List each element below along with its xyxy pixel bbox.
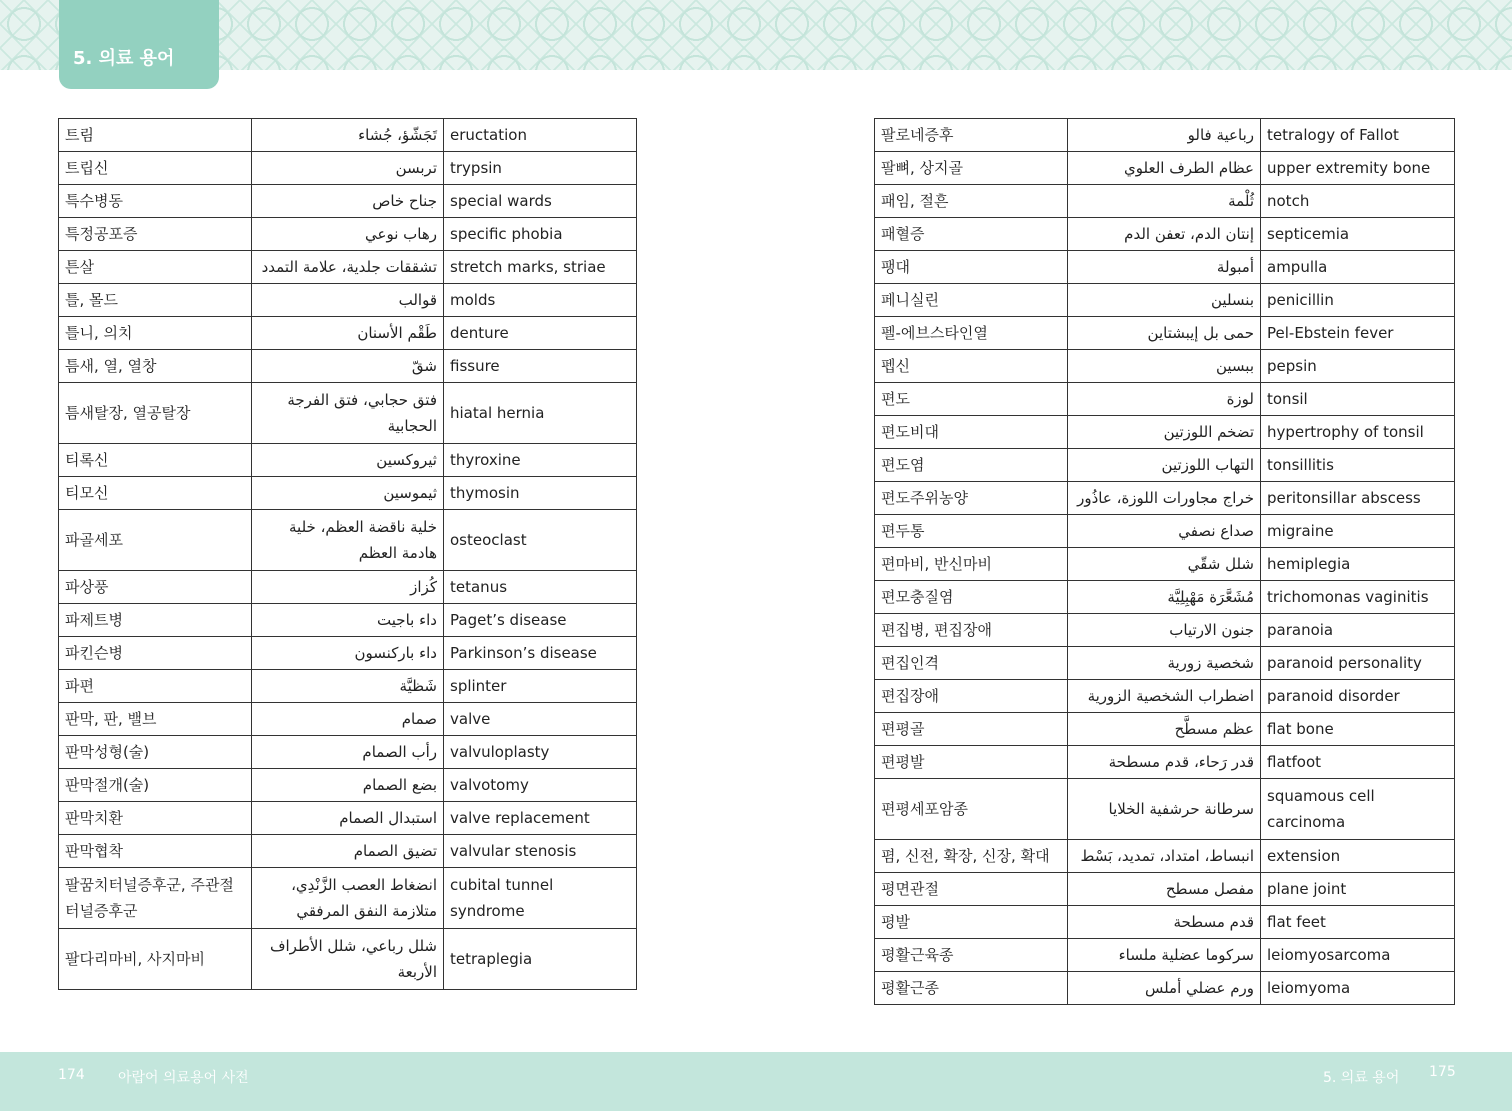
- arabic-term-cell: صمام: [252, 703, 444, 736]
- english-term-cell: thyroxine: [444, 444, 637, 477]
- arabic-term-cell: طَقْم الأسنان: [252, 317, 444, 350]
- english-term-cell: valvuloplasty: [444, 736, 637, 769]
- korean-term-cell: 평활근종: [875, 972, 1068, 1005]
- arabic-term-cell: انبساط، امتداد، تمديد، بَسْط: [1068, 840, 1261, 873]
- english-term-cell: extension: [1261, 840, 1455, 873]
- arabic-term-cell: قوالب: [252, 284, 444, 317]
- table-row: [875, 746, 1455, 779]
- english-term-cell: special wards: [444, 185, 637, 218]
- korean-term-cell: 파제트병: [59, 604, 252, 637]
- table-row: [59, 317, 637, 350]
- table-row: [59, 835, 637, 868]
- korean-term-cell: 편평골: [875, 713, 1068, 746]
- korean-term-cell: 팔뼈, 상지골: [875, 152, 1068, 185]
- korean-term-cell: 판막절개(술): [59, 769, 252, 802]
- english-term-cell: Paget’s disease: [444, 604, 637, 637]
- korean-term-cell: 편집장애: [875, 680, 1068, 713]
- table-row: [875, 185, 1455, 218]
- korean-term-cell: 파상풍: [59, 571, 252, 604]
- table-row: [875, 680, 1455, 713]
- table-row: [59, 350, 637, 383]
- term-table-right: [874, 118, 1455, 1005]
- arabic-term-cell: تَجَشّؤ، جُشاء: [252, 119, 444, 152]
- english-term-cell: hiatal hernia: [444, 383, 637, 444]
- table-row: [875, 972, 1455, 1005]
- table-row: [59, 383, 637, 444]
- english-term-cell: leiomyoma: [1261, 972, 1455, 1005]
- korean-term-cell: 트립신: [59, 152, 252, 185]
- korean-term-cell: 틀니, 의치: [59, 317, 252, 350]
- korean-term-cell: 판막, 판, 밸브: [59, 703, 252, 736]
- korean-term-cell: 편도주위농양: [875, 482, 1068, 515]
- english-term-cell: leiomyosarcoma: [1261, 939, 1455, 972]
- table-row: [875, 939, 1455, 972]
- arabic-term-cell: تربسن: [252, 152, 444, 185]
- arabic-term-cell: حمى بل إيبشتاين: [1068, 317, 1261, 350]
- korean-term-cell: 특정공포증: [59, 218, 252, 251]
- table-row: [59, 444, 637, 477]
- english-term-cell: tonsillitis: [1261, 449, 1455, 482]
- page-footer: [0, 1052, 1512, 1111]
- arabic-term-cell: رباعية فالو: [1068, 119, 1261, 152]
- english-term-cell: squamous cell carcinoma: [1261, 779, 1455, 840]
- table-row: [59, 571, 637, 604]
- english-term-cell: valve replacement: [444, 802, 637, 835]
- table-row: [875, 152, 1455, 185]
- english-term-cell: denture: [444, 317, 637, 350]
- table-row: [875, 548, 1455, 581]
- korean-term-cell: 틀, 몰드: [59, 284, 252, 317]
- korean-term-cell: 파킨슨병: [59, 637, 252, 670]
- english-term-cell: trypsin: [444, 152, 637, 185]
- table-row: [875, 350, 1455, 383]
- english-term-cell: thymosin: [444, 477, 637, 510]
- arabic-term-cell: بضع الصمام: [252, 769, 444, 802]
- arabic-term-cell: مفصل مسطح: [1068, 873, 1261, 906]
- table-row: [59, 185, 637, 218]
- korean-term-cell: 페니실린: [875, 284, 1068, 317]
- english-term-cell: tetralogy of Fallot: [1261, 119, 1455, 152]
- english-term-cell: eructation: [444, 119, 637, 152]
- korean-term-cell: 편두통: [875, 515, 1068, 548]
- decorative-pattern-header: [0, 0, 1512, 70]
- arabic-term-cell: شَظيَّة: [252, 670, 444, 703]
- table-row: [875, 840, 1455, 873]
- english-term-cell: stretch marks, striae: [444, 251, 637, 284]
- arabic-term-cell: اضطراب الشخصية الزورية: [1068, 680, 1261, 713]
- korean-term-cell: 편도: [875, 383, 1068, 416]
- arabic-term-cell: ثيموسين: [252, 477, 444, 510]
- table-row: [875, 383, 1455, 416]
- korean-term-cell: 편집병, 편집장애: [875, 614, 1068, 647]
- korean-term-cell: 파편: [59, 670, 252, 703]
- english-term-cell: migraine: [1261, 515, 1455, 548]
- arabic-term-cell: لوزة: [1068, 383, 1261, 416]
- english-term-cell: cubital tunnel syndrome: [444, 868, 637, 929]
- english-term-cell: paranoid personality: [1261, 647, 1455, 680]
- korean-term-cell: 편평발: [875, 746, 1068, 779]
- arabic-term-cell: شخصية زورية: [1068, 647, 1261, 680]
- korean-term-cell: 팔꿈치터널증후군, 주관절터널증후군: [59, 868, 252, 929]
- table-row: [875, 317, 1455, 350]
- arabic-term-cell: عظام الطرف العلوي: [1068, 152, 1261, 185]
- korean-term-cell: 티록신: [59, 444, 252, 477]
- chapter-tab: [59, 0, 219, 89]
- korean-term-cell: 틈새탈장, 열공탈장: [59, 383, 252, 444]
- table-row: [875, 449, 1455, 482]
- table-row: [875, 581, 1455, 614]
- english-term-cell: peritonsillar abscess: [1261, 482, 1455, 515]
- table-row: [875, 906, 1455, 939]
- english-term-cell: trichomonas vaginitis: [1261, 581, 1455, 614]
- arabic-term-cell: ثيروكسين: [252, 444, 444, 477]
- korean-term-cell: 편모충질염: [875, 581, 1068, 614]
- korean-term-cell: 패임, 절흔: [875, 185, 1068, 218]
- english-term-cell: pepsin: [1261, 350, 1455, 383]
- korean-term-cell: 펩신: [875, 350, 1068, 383]
- table-row: [59, 251, 637, 284]
- english-term-cell: tetraplegia: [444, 929, 637, 990]
- english-term-cell: splinter: [444, 670, 637, 703]
- table-row: [59, 604, 637, 637]
- english-term-cell: Parkinson’s disease: [444, 637, 637, 670]
- arabic-term-cell: ثُلْمة: [1068, 185, 1261, 218]
- arabic-term-cell: عظم مسطَّح: [1068, 713, 1261, 746]
- korean-term-cell: 펠-에브스타인열: [875, 317, 1068, 350]
- arabic-term-cell: سرطانة حرشفية الخلايا: [1068, 779, 1261, 840]
- table-row: [875, 873, 1455, 906]
- table-row: [59, 152, 637, 185]
- korean-term-cell: 팔로네증후: [875, 119, 1068, 152]
- chapter-title: 5. 의료 용어: [73, 48, 175, 69]
- arabic-term-cell: جنون الارتياب: [1068, 614, 1261, 647]
- korean-term-cell: 티모신: [59, 477, 252, 510]
- arabic-term-cell: خراج مجاورات اللوزة، عاذُور: [1068, 482, 1261, 515]
- arabic-term-cell: فتق حجابي، فتق الفرجة الحجابية: [252, 383, 444, 444]
- korean-term-cell: 팽대: [875, 251, 1068, 284]
- table-row: [59, 218, 637, 251]
- english-term-cell: penicillin: [1261, 284, 1455, 317]
- arabic-term-cell: داء باركنسون: [252, 637, 444, 670]
- arabic-term-cell: خلية ناقضة العظم، خلية هادمة العظم: [252, 510, 444, 571]
- korean-term-cell: 평면관절: [875, 873, 1068, 906]
- english-term-cell: valvular stenosis: [444, 835, 637, 868]
- table-row: [59, 510, 637, 571]
- arabic-term-cell: إنتان الدم، تعفن الدم: [1068, 218, 1261, 251]
- korean-term-cell: 판막협착: [59, 835, 252, 868]
- page-number-right: 175: [1429, 1064, 1456, 1080]
- english-term-cell: valvotomy: [444, 769, 637, 802]
- english-term-cell: plane joint: [1261, 873, 1455, 906]
- arabic-term-cell: استبدال الصمام: [252, 802, 444, 835]
- arabic-term-cell: قدر رَحاء، قدم مسطحة: [1068, 746, 1261, 779]
- korean-term-cell: 파골세포: [59, 510, 252, 571]
- arabic-term-cell: بنسلين: [1068, 284, 1261, 317]
- english-term-cell: osteoclast: [444, 510, 637, 571]
- table-row: [59, 802, 637, 835]
- korean-term-cell: 특수병동: [59, 185, 252, 218]
- english-term-cell: hemiplegia: [1261, 548, 1455, 581]
- table-row: [59, 670, 637, 703]
- arabic-term-cell: شقّ: [252, 350, 444, 383]
- table-row: [875, 515, 1455, 548]
- table-row: [875, 647, 1455, 680]
- arabic-term-cell: سركوما عضلية ملساء: [1068, 939, 1261, 972]
- page-number-left: 174: [58, 1067, 85, 1083]
- korean-term-cell: 편도비대: [875, 416, 1068, 449]
- table-row: [875, 119, 1455, 152]
- english-term-cell: septicemia: [1261, 218, 1455, 251]
- table-row: [875, 416, 1455, 449]
- table-row: [875, 218, 1455, 251]
- term-table-left: [58, 118, 637, 990]
- arabic-term-cell: انضغاط العصب الزَّنْدِي، متلازمة النفق المرفقي: [252, 868, 444, 929]
- english-term-cell: molds: [444, 284, 637, 317]
- arabic-term-cell: أمبولة: [1068, 251, 1261, 284]
- korean-term-cell: 편평세포암종: [875, 779, 1068, 840]
- english-term-cell: notch: [1261, 185, 1455, 218]
- arabic-term-cell: شلل شقّي: [1068, 548, 1261, 581]
- korean-term-cell: 팔다리마비, 사지마비: [59, 929, 252, 990]
- table-row: [875, 284, 1455, 317]
- korean-term-cell: 판막치환: [59, 802, 252, 835]
- korean-term-cell: 편집인격: [875, 647, 1068, 680]
- table-row: [875, 251, 1455, 284]
- english-term-cell: flat feet: [1261, 906, 1455, 939]
- english-term-cell: valve: [444, 703, 637, 736]
- table-row: [59, 284, 637, 317]
- table-row: [59, 703, 637, 736]
- english-term-cell: flatfoot: [1261, 746, 1455, 779]
- english-term-cell: tetanus: [444, 571, 637, 604]
- arabic-term-cell: رأب الصمام: [252, 736, 444, 769]
- arabic-term-cell: جناح خاص: [252, 185, 444, 218]
- table-row: [59, 736, 637, 769]
- korean-term-cell: 편도염: [875, 449, 1068, 482]
- korean-term-cell: 트림: [59, 119, 252, 152]
- chapter-label: 5. 의료 용어: [1323, 1070, 1400, 1086]
- english-term-cell: hypertrophy of tonsil: [1261, 416, 1455, 449]
- english-term-cell: upper extremity bone: [1261, 152, 1455, 185]
- book-title: 아랍어 의료용어 사전: [118, 1070, 249, 1086]
- arabic-term-cell: رهاب نوعي: [252, 218, 444, 251]
- english-term-cell: ampulla: [1261, 251, 1455, 284]
- korean-term-cell: 틈새, 열, 열창: [59, 350, 252, 383]
- arabic-term-cell: تضخم اللوزتين: [1068, 416, 1261, 449]
- table-row: [59, 477, 637, 510]
- english-term-cell: fissure: [444, 350, 637, 383]
- arabic-term-cell: تضيق الصمام: [252, 835, 444, 868]
- english-term-cell: paranoia: [1261, 614, 1455, 647]
- arabic-term-cell: شلل رباعي، شلل الأطراف الأربعة: [252, 929, 444, 990]
- korean-term-cell: 편마비, 반신마비: [875, 548, 1068, 581]
- arabic-term-cell: التهاب اللوزتين: [1068, 449, 1261, 482]
- korean-term-cell: 판막성형(술): [59, 736, 252, 769]
- english-term-cell: paranoid disorder: [1261, 680, 1455, 713]
- table-row: [875, 713, 1455, 746]
- korean-term-cell: 패혈증: [875, 218, 1068, 251]
- english-term-cell: flat bone: [1261, 713, 1455, 746]
- korean-term-cell: 평활근육종: [875, 939, 1068, 972]
- korean-term-cell: 평발: [875, 906, 1068, 939]
- table-row: [875, 614, 1455, 647]
- table-row: [59, 769, 637, 802]
- arabic-term-cell: قدم مسطحة: [1068, 906, 1261, 939]
- table-row: [875, 779, 1455, 840]
- arabic-term-cell: صداع نصفي: [1068, 515, 1261, 548]
- arabic-term-cell: مُشَعَّرَة مَهْبِلِيَّة: [1068, 581, 1261, 614]
- arabic-term-cell: ورم عضلي أملس: [1068, 972, 1261, 1005]
- english-term-cell: tonsil: [1261, 383, 1455, 416]
- english-term-cell: Pel-Ebstein fever: [1261, 317, 1455, 350]
- table-row: [59, 637, 637, 670]
- table-row: [875, 482, 1455, 515]
- korean-term-cell: 폄, 신전, 확장, 신장, 확대: [875, 840, 1068, 873]
- arabic-term-cell: كُزاز: [252, 571, 444, 604]
- table-row: [59, 868, 637, 929]
- english-term-cell: specific phobia: [444, 218, 637, 251]
- table-row: [59, 119, 637, 152]
- arabic-term-cell: تشققات جلدية، علامة التمدد: [252, 251, 444, 284]
- table-row: [59, 929, 637, 990]
- arabic-term-cell: ببسين: [1068, 350, 1261, 383]
- arabic-term-cell: داء باجيت: [252, 604, 444, 637]
- korean-term-cell: 튼살: [59, 251, 252, 284]
